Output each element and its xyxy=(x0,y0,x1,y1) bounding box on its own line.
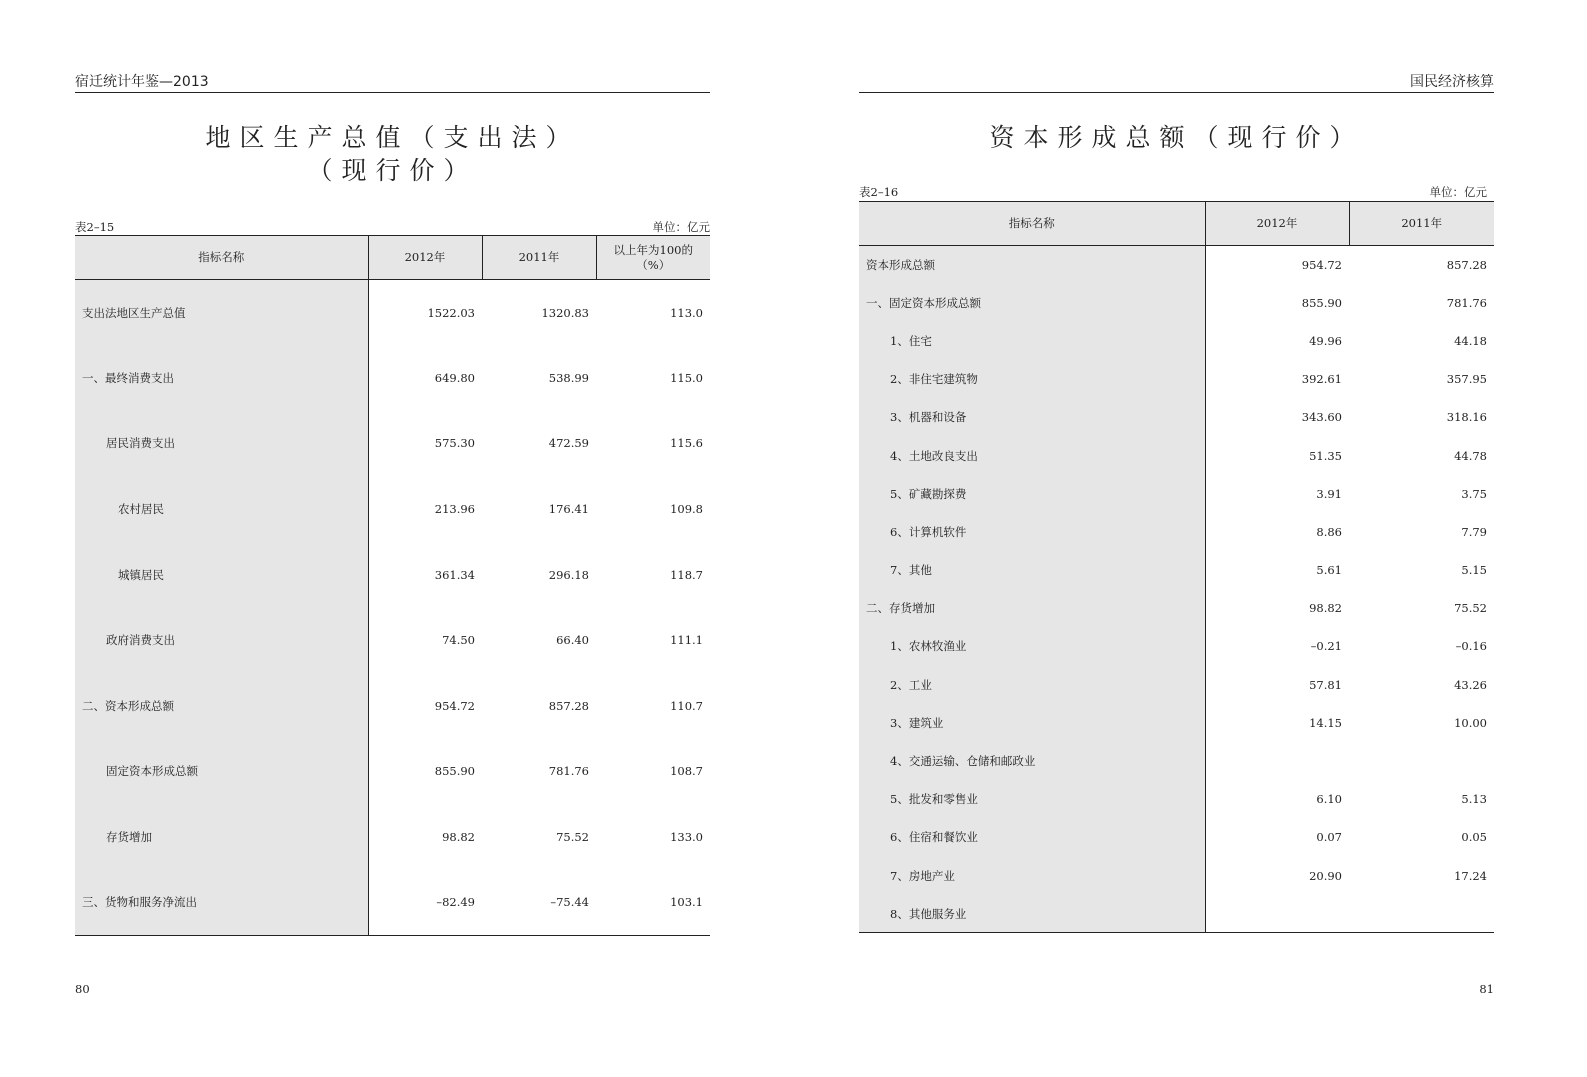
row-label: 6、住宿和餐饮业 xyxy=(859,818,1205,856)
row-label: 4、交通运输、仓储和邮政业 xyxy=(859,742,1205,780)
cell-v2011: 5.13 xyxy=(1461,792,1487,807)
cell-v2012: 8.86 xyxy=(1316,524,1342,539)
cell-v2012: 0.07 xyxy=(1316,830,1342,845)
header-2011: 2011年 xyxy=(482,236,596,280)
row-label: 7、其他 xyxy=(859,551,1205,589)
table-row xyxy=(859,475,1494,513)
header-2012: 2012年 xyxy=(1205,202,1349,246)
table-number: 表2–16 xyxy=(859,185,899,199)
cell-v2011: 44.18 xyxy=(1454,333,1487,348)
cell-v2012: 3.91 xyxy=(1316,486,1342,501)
row-label: 政府消费支出 xyxy=(75,607,368,673)
table-row xyxy=(859,780,1494,818)
row-label: 1、住宅 xyxy=(859,322,1205,360)
cell-v2011: 0.05 xyxy=(1461,830,1487,845)
cell-v2012: 361.34 xyxy=(434,567,475,582)
cell-v2012: 98.82 xyxy=(1309,601,1342,616)
cell-v2012: 392.61 xyxy=(1301,372,1342,387)
cell-v2011: 7.79 xyxy=(1461,524,1487,539)
cell-v2011: 5.15 xyxy=(1461,563,1487,578)
cell-v2011: 44.78 xyxy=(1454,448,1487,463)
row-label: 7、房地产业 xyxy=(859,857,1205,895)
cell-v2012: –82.49 xyxy=(436,895,475,910)
page-number: 81 xyxy=(1479,982,1494,996)
row-label: 城镇居民 xyxy=(75,542,368,608)
row-label: 2、工业 xyxy=(859,666,1205,704)
cell-index: 118.7 xyxy=(670,567,703,582)
cell-index: 133.0 xyxy=(670,830,703,845)
table-row xyxy=(75,804,710,870)
row-label: 6、计算机软件 xyxy=(859,513,1205,551)
row-label: 固定资本形成总额 xyxy=(75,739,368,805)
table-row xyxy=(859,704,1494,742)
cell-v2012: 575.30 xyxy=(434,436,475,451)
cell-v2012: 1522.03 xyxy=(427,305,475,320)
row-label: 三、货物和服务净流出 xyxy=(75,870,368,936)
row-label: 一、最终消费支出 xyxy=(75,345,368,411)
cell-v2011: 10.00 xyxy=(1454,715,1487,730)
cell-v2012: 343.60 xyxy=(1301,410,1342,425)
page-number: 80 xyxy=(75,982,90,996)
cell-v2012: 57.81 xyxy=(1309,677,1342,692)
cell-v2012: 954.72 xyxy=(434,698,475,713)
left-page xyxy=(75,0,710,1064)
table-row xyxy=(859,360,1494,398)
unit-label: 单位：亿元 xyxy=(652,220,710,234)
cell-v2012: 649.80 xyxy=(434,370,475,385)
cell-v2012: 5.61 xyxy=(1316,563,1342,578)
table-row xyxy=(859,436,1494,474)
unit-label: 单位：亿元 xyxy=(1429,185,1487,199)
capital-formation-table xyxy=(859,201,1494,933)
cell-index: 110.7 xyxy=(670,698,703,713)
cell-index: 115.6 xyxy=(670,436,703,451)
cell-index: 111.1 xyxy=(670,633,703,648)
cell-v2012: 98.82 xyxy=(442,830,475,845)
cell-v2011: 75.52 xyxy=(556,830,589,845)
cell-v2011: 176.41 xyxy=(548,502,589,517)
cell-v2011: 357.95 xyxy=(1446,372,1487,387)
cell-v2011: 857.28 xyxy=(548,698,589,713)
right-page xyxy=(859,0,1494,1064)
table-number: 表2–15 xyxy=(75,220,115,234)
table-row xyxy=(859,284,1494,322)
cell-v2011: 781.76 xyxy=(1446,295,1487,310)
row-label: 一、固定资本形成总额 xyxy=(859,284,1205,322)
cell-index: 103.1 xyxy=(670,895,703,910)
cell-v2011: 318.16 xyxy=(1446,410,1487,425)
table-row xyxy=(859,398,1494,436)
table-row xyxy=(75,476,710,542)
table-row xyxy=(859,589,1494,627)
row-label: 居民消费支出 xyxy=(75,411,368,477)
row-label: 2、非住宅建筑物 xyxy=(859,360,1205,398)
cell-v2011: 472.59 xyxy=(548,436,589,451)
table-row xyxy=(859,322,1494,360)
cell-v2012: 213.96 xyxy=(434,502,475,517)
table-row xyxy=(859,246,1494,284)
cell-v2012: 49.96 xyxy=(1309,333,1342,348)
cell-v2012: 14.15 xyxy=(1309,715,1342,730)
header-2012: 2012年 xyxy=(368,236,482,280)
table-row xyxy=(75,345,710,411)
table-row xyxy=(859,551,1494,589)
table-row xyxy=(859,857,1494,895)
row-label: 5、批发和零售业 xyxy=(859,780,1205,818)
running-head: 国民经济核算 xyxy=(859,72,1494,93)
row-label: 农村居民 xyxy=(75,476,368,542)
row-label: 支出法地区生产总值 xyxy=(75,280,368,346)
table-row xyxy=(75,607,710,673)
row-label: 3、机器和设备 xyxy=(859,398,1205,436)
cell-v2011: 1320.83 xyxy=(541,305,589,320)
page-title: 地区生产总值（支出法） xyxy=(205,123,580,152)
cell-v2011: 75.52 xyxy=(1454,601,1487,616)
table-row xyxy=(75,280,710,346)
cell-v2012: 20.90 xyxy=(1309,868,1342,883)
cell-v2011: –75.44 xyxy=(550,895,589,910)
cell-v2012: 855.90 xyxy=(1301,295,1342,310)
table-row xyxy=(859,742,1494,780)
row-label: 资本形成总额 xyxy=(859,246,1205,284)
cell-v2012: 6.10 xyxy=(1316,792,1342,807)
table-row xyxy=(859,818,1494,856)
cell-v2011: 17.24 xyxy=(1454,868,1487,883)
table-row xyxy=(75,673,710,739)
table-row xyxy=(859,513,1494,551)
cell-v2012: –0.21 xyxy=(1310,639,1342,654)
running-head: 宿迁统计年鉴—2013 xyxy=(75,72,710,93)
cell-index: 109.8 xyxy=(670,502,703,517)
table-row xyxy=(859,895,1494,933)
cell-v2011: –0.16 xyxy=(1455,639,1487,654)
cell-v2012: 51.35 xyxy=(1309,448,1342,463)
cell-index: 108.7 xyxy=(670,764,703,779)
row-label: 存货增加 xyxy=(75,804,368,870)
cell-v2012: 74.50 xyxy=(442,633,475,648)
row-label: 4、土地改良支出 xyxy=(859,436,1205,474)
row-label: 3、建筑业 xyxy=(859,704,1205,742)
header-index: 以上年为100的（%） xyxy=(596,236,710,280)
cell-v2011: 43.26 xyxy=(1454,677,1487,692)
cell-v2012: 855.90 xyxy=(434,764,475,779)
cell-index: 113.0 xyxy=(670,305,703,320)
header-2011: 2011年 xyxy=(1349,202,1494,246)
row-label: 8、其他服务业 xyxy=(859,895,1205,933)
row-label: 二、资本形成总额 xyxy=(75,673,368,739)
page-subtitle: （现行价） xyxy=(307,156,478,185)
table-row xyxy=(859,627,1494,665)
table-row xyxy=(75,739,710,805)
row-label: 1、农林牧渔业 xyxy=(859,627,1205,665)
cell-v2011 xyxy=(1349,742,1494,780)
row-label: 二、存货增加 xyxy=(859,589,1205,627)
table-row xyxy=(75,411,710,477)
header-indicator: 指标名称 xyxy=(75,236,368,280)
header-indicator: 指标名称 xyxy=(859,202,1205,246)
cell-v2011: 781.76 xyxy=(548,764,589,779)
cell-index: 115.0 xyxy=(670,370,703,385)
page-title: 资本形成总额（现行价） xyxy=(989,123,1364,152)
cell-v2011 xyxy=(1349,895,1494,933)
table-row xyxy=(75,870,710,936)
gdp-expenditure-table xyxy=(75,235,710,936)
table-row xyxy=(859,666,1494,704)
row-label: 5、矿藏勘探费 xyxy=(859,475,1205,513)
cell-v2011: 66.40 xyxy=(556,633,589,648)
cell-v2011: 538.99 xyxy=(548,370,589,385)
cell-v2012: 954.72 xyxy=(1301,257,1342,272)
table-row xyxy=(75,542,710,608)
cell-v2012 xyxy=(1205,895,1349,933)
cell-v2012 xyxy=(1205,742,1349,780)
cell-v2011: 296.18 xyxy=(548,567,589,582)
cell-v2011: 857.28 xyxy=(1446,257,1487,272)
cell-v2011: 3.75 xyxy=(1461,486,1487,501)
